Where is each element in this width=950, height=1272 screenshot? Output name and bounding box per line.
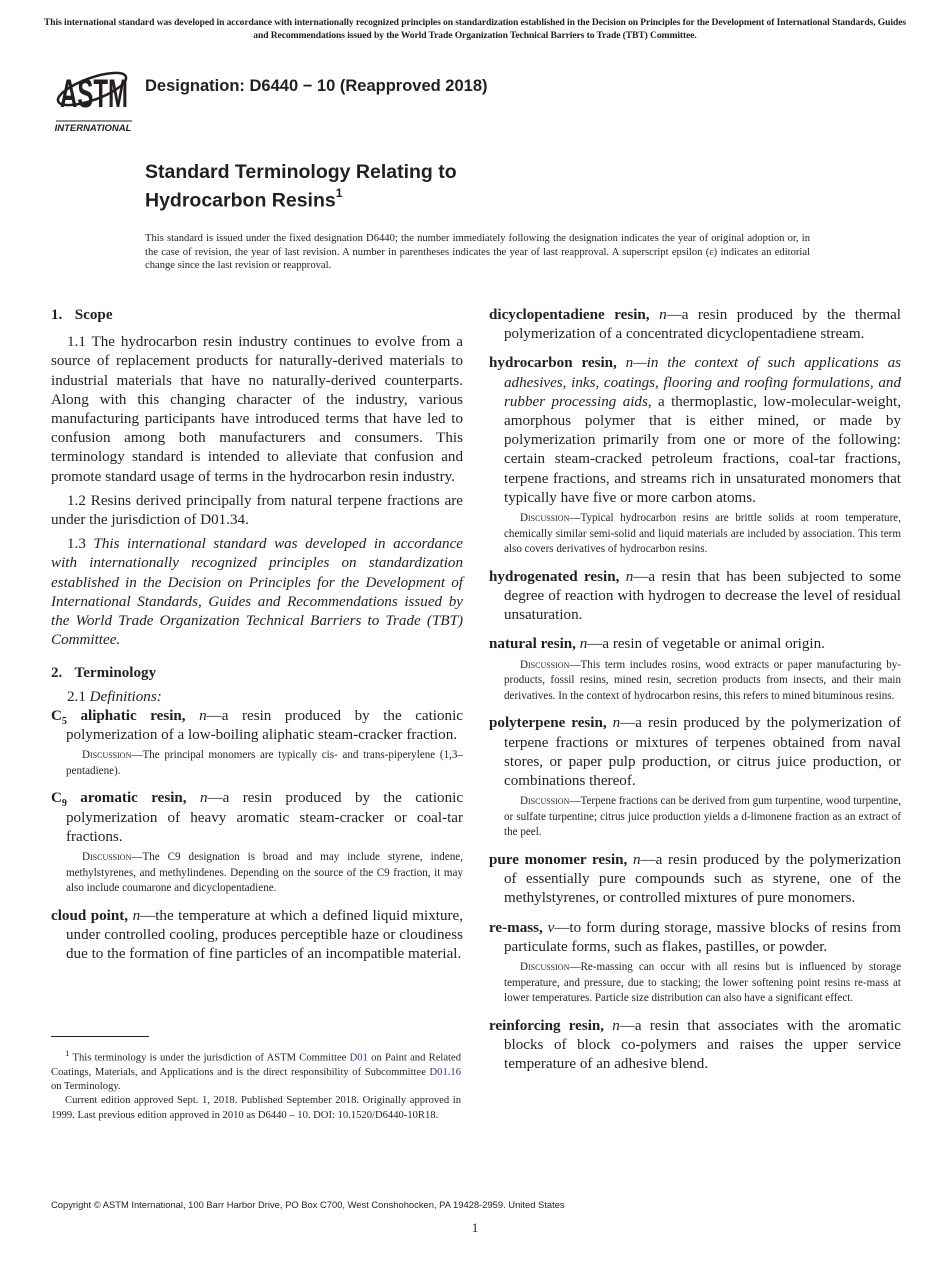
left-column — [51, 306, 463, 974]
title-line-2: Hydrocarbon Resins$^1$ — [145, 186, 343, 212]
term-hydrocarbon-resin: hydrocarbon resin, n—in the context of such applications as adhesives, inks, coatings, flooring and roofing formulations, and rubber processing aids, a thermoplastic, low-molecular-weight, amorphous polymer that is either mined, or made by polymerization primarily from one or more of the following: certain steam-cracked petroleum fractions, coal-tar fractions, terpene fractions, and streams rich in unsaturated monomers that typically have five or more carbon atoms. Discussion—Typical hydrocarbon resins are brittle solids at room temperature, chemically similar semi-solid and liquid materials are included by association. This term also covers derivatives of hydrocarbon resins. — [489, 354, 901, 557]
svg-text:ASTM: ASTM — [60, 70, 128, 116]
definitions-label: 2.1 Definitions: — [67, 688, 162, 705]
term-dicyclopentadiene-resin: dicyclopentadiene resin, n—a resin produced by the thermal polymerization of a concentrated dicyclopentadiene stream. — [489, 307, 901, 343]
term-c5-aliphatic-resin: $C_5$ aliphatic resin, n—a resin produced by the cationic polymerization of a low-boiling aliphatic steam-cracker fraction. Discussion—The principal monomers are typically cis- and trans-piperylene (1,3–pentadiene). — [51, 707, 463, 780]
discussion: Discussion—This term includes rosins, wood extracts or paper manufacturing by-products, fossil resins, mined resin, secretion products from insects, and their main derivatives. In the context of hydrocarbon resins, this refers to mined bituminous resins. — [504, 658, 901, 702]
footnote-1: $^1$ This terminology is under the jurisdiction of ASTM Committee D01 on Paint and Related Coatings, Materials, and Applications and is the direct responsibility of Subcommittee D01.16 on Terminology. — [51, 1048, 461, 1093]
wto-notice: This international standard was developed in accordance with internationally recognized principles on standardization established in the Decision on Principles for the Development of International Standards, Guides and Recommendations issued by the World Trade Organization Technical Barriers to Trade (TBT) Committee. — [44, 17, 906, 41]
discussion: Discussion—Typical hydrocarbon resins are brittle solids at room temperature, chemically similar semi-solid and liquid materials are included by association. This term also covers derivatives of hydrocarbon resins. — [504, 512, 901, 556]
title-line-1: Standard Terminology Relating to — [145, 161, 457, 183]
subcommittee-d01-16-link[interactable]: D01.16 — [429, 1066, 461, 1078]
discussion: Discussion—The principal monomers are typically cis- and trans-piperylene (1,3–pentadiene). — [66, 749, 463, 777]
document-title — [145, 161, 457, 213]
term-c9-aromatic-resin: $C_9$ aromatic resin, n—a resin produced by the cationic polymerization of heavy aromatic steam-cracker or coal-tar fractions. Discussion—The C9 designation is broad and may include styrene, indene, methylstyrenes, and methylindenes. Depending on the source of the C9 fraction, it may also include coumarone and dicyclopentadiene. — [51, 789, 463, 896]
title-footnote-mark: 1 — [335, 186, 343, 200]
term-polyterpene-resin: polyterpene resin, n—a resin produced by the polymerization of terpene fractions or mixtures of terpenes obtained from naval stores, or paper pulp production, or citrus juice production, or combinations thereof. Discussion—Terpene fractions can be derived from gum turpentine, wood turpentine, or sulfate turpentine; citrus juice production yields a d-limonene fraction as an extract of the peel. — [489, 714, 901, 841]
term-pure-monomer-resin: pure monomer resin, n—a resin produced by the polymerization of essentially pure compounds such as styrene, one of the methylstyrenes, or controlled mixtures of pure monomers. — [489, 852, 901, 907]
footnote-edition: Current edition approved Sept. 1, 2018. Published September 2018. Originally approved in 1999. Last previous edition approved in 2010 as D6440 – 10. DOI: 10.1520/D6440-10R18. — [51, 1095, 461, 1121]
footnotes — [51, 1046, 461, 1123]
right-column — [489, 306, 901, 1084]
term-hydrogenated-resin: hydrogenated resin, n—a resin that has been subjected to some degree of reaction with hydrogen to decrease the level of residual unsaturation. — [489, 568, 901, 624]
section-heading-terminology: 2. Terminology — [51, 665, 157, 682]
page-number: 1 — [471, 1220, 479, 1235]
term-reinforcing-resin: reinforcing resin, n—a resin that associates with the aromatic blocks of block co-polymers and raises the upper service temperature of an adhesive blend. — [489, 1017, 901, 1073]
astm-logo-icon — [52, 55, 136, 135]
discussion: Discussion—Re-massing can occur with all resins but is influenced by storage temperature, and pressure, due to stacking; the lower softening point resins re-mass at lower temperatures. Particle size distribution can also have a significant effect. — [504, 961, 901, 1005]
committee-d01-link[interactable]: D01 — [349, 1052, 368, 1064]
scope-para-1-2: 1.2 Resins derived principally from natural terpene fractions are under the jurisdiction of D01.34. — [51, 492, 463, 529]
discussion: Discussion—Terpene fractions can be derived from gum turpentine, wood turpentine, or sulfate turpentine; citrus juice production yields a d-limonene fraction as an extract of the peel. — [504, 795, 901, 839]
astm-logo — [52, 55, 136, 135]
term-natural-resin: natural resin, n—a resin of vegetable or animal origin. Discussion—This term includes rosins, wood extracts or paper manufacturing by-products, fossil resins, mined resin, secretion products from insects, and their main derivatives. In the context of hydrocarbon resins, this refers to mined bituminous resins. — [489, 635, 901, 704]
term-re-mass: re-mass, v—to form during storage, massive blocks of resins from particulate forms, such as flakes, pastilles, or powder. Discussion—Re-massing can occur with all resins but is influenced by storage temperature, and pressure, due to stacking; the lower softening point resins re-mass at lower temperatures. Particle size distribution can also have a significant effect. — [489, 919, 901, 1007]
discussion: Discussion—The C9 designation is broad and may include styrene, indene, methylstyrenes, and methylindenes. Depending on the source of the C9 fraction, it may also include coumarone and dicyclopentadiene. — [66, 851, 463, 895]
scope-para-1-1: 1.1 The hydrocarbon resin industry continues to evolve from a source of replacement products for naturally-derived materials to industrial materials that have no naturally-derived counterparts. Along with this changing character of the industry, various manufacturing participants have introduced terms that have led to confusion among both manufacturers and consumers. This terminology standard is intended to alleviate that confusion and promote standard usage of terms in the hydrocarbon resin industry. — [51, 334, 463, 485]
copyright-notice: Copyright © ASTM International, 100 Barr Harbor Drive, PO Box C700, West Conshohocken, PA 19428-2959. United States — [51, 1199, 565, 1210]
designation: Designation: D6440 − 10 (Reapproved 2018) — [145, 77, 488, 95]
footnote-divider — [51, 1036, 149, 1037]
section-heading-scope: 1. Scope — [51, 307, 113, 323]
term-cloud-point: cloud point, n—the temperature at which a defined liquid mixture, under controlled cooling, produces perceptible haze or cloudiness due to the formation of fine particles of an incompatible material. — [51, 907, 463, 963]
issued-note: This standard is issued under the fixed designation D6440; the number immediately following the designation indicates the year of original adoption or, in the case of revision, the year of last revision. A number in parentheses indicates the year of last reapproval. A superscript epsilon (ε) indicates an editorial change since the last revision or reapproval. — [145, 233, 810, 272]
scope-para-1-3: 1.3 This international standard was developed in accordance with internationally recognized principles on standardization established in the Decision on Principles for the Development of International Standards, Guides and Recommendations issued by the World Trade Organization Technical Barriers to Trade (TBT) Committee. — [51, 536, 464, 649]
svg-text:INTERNATIONAL: INTERNATIONAL — [54, 123, 132, 134]
